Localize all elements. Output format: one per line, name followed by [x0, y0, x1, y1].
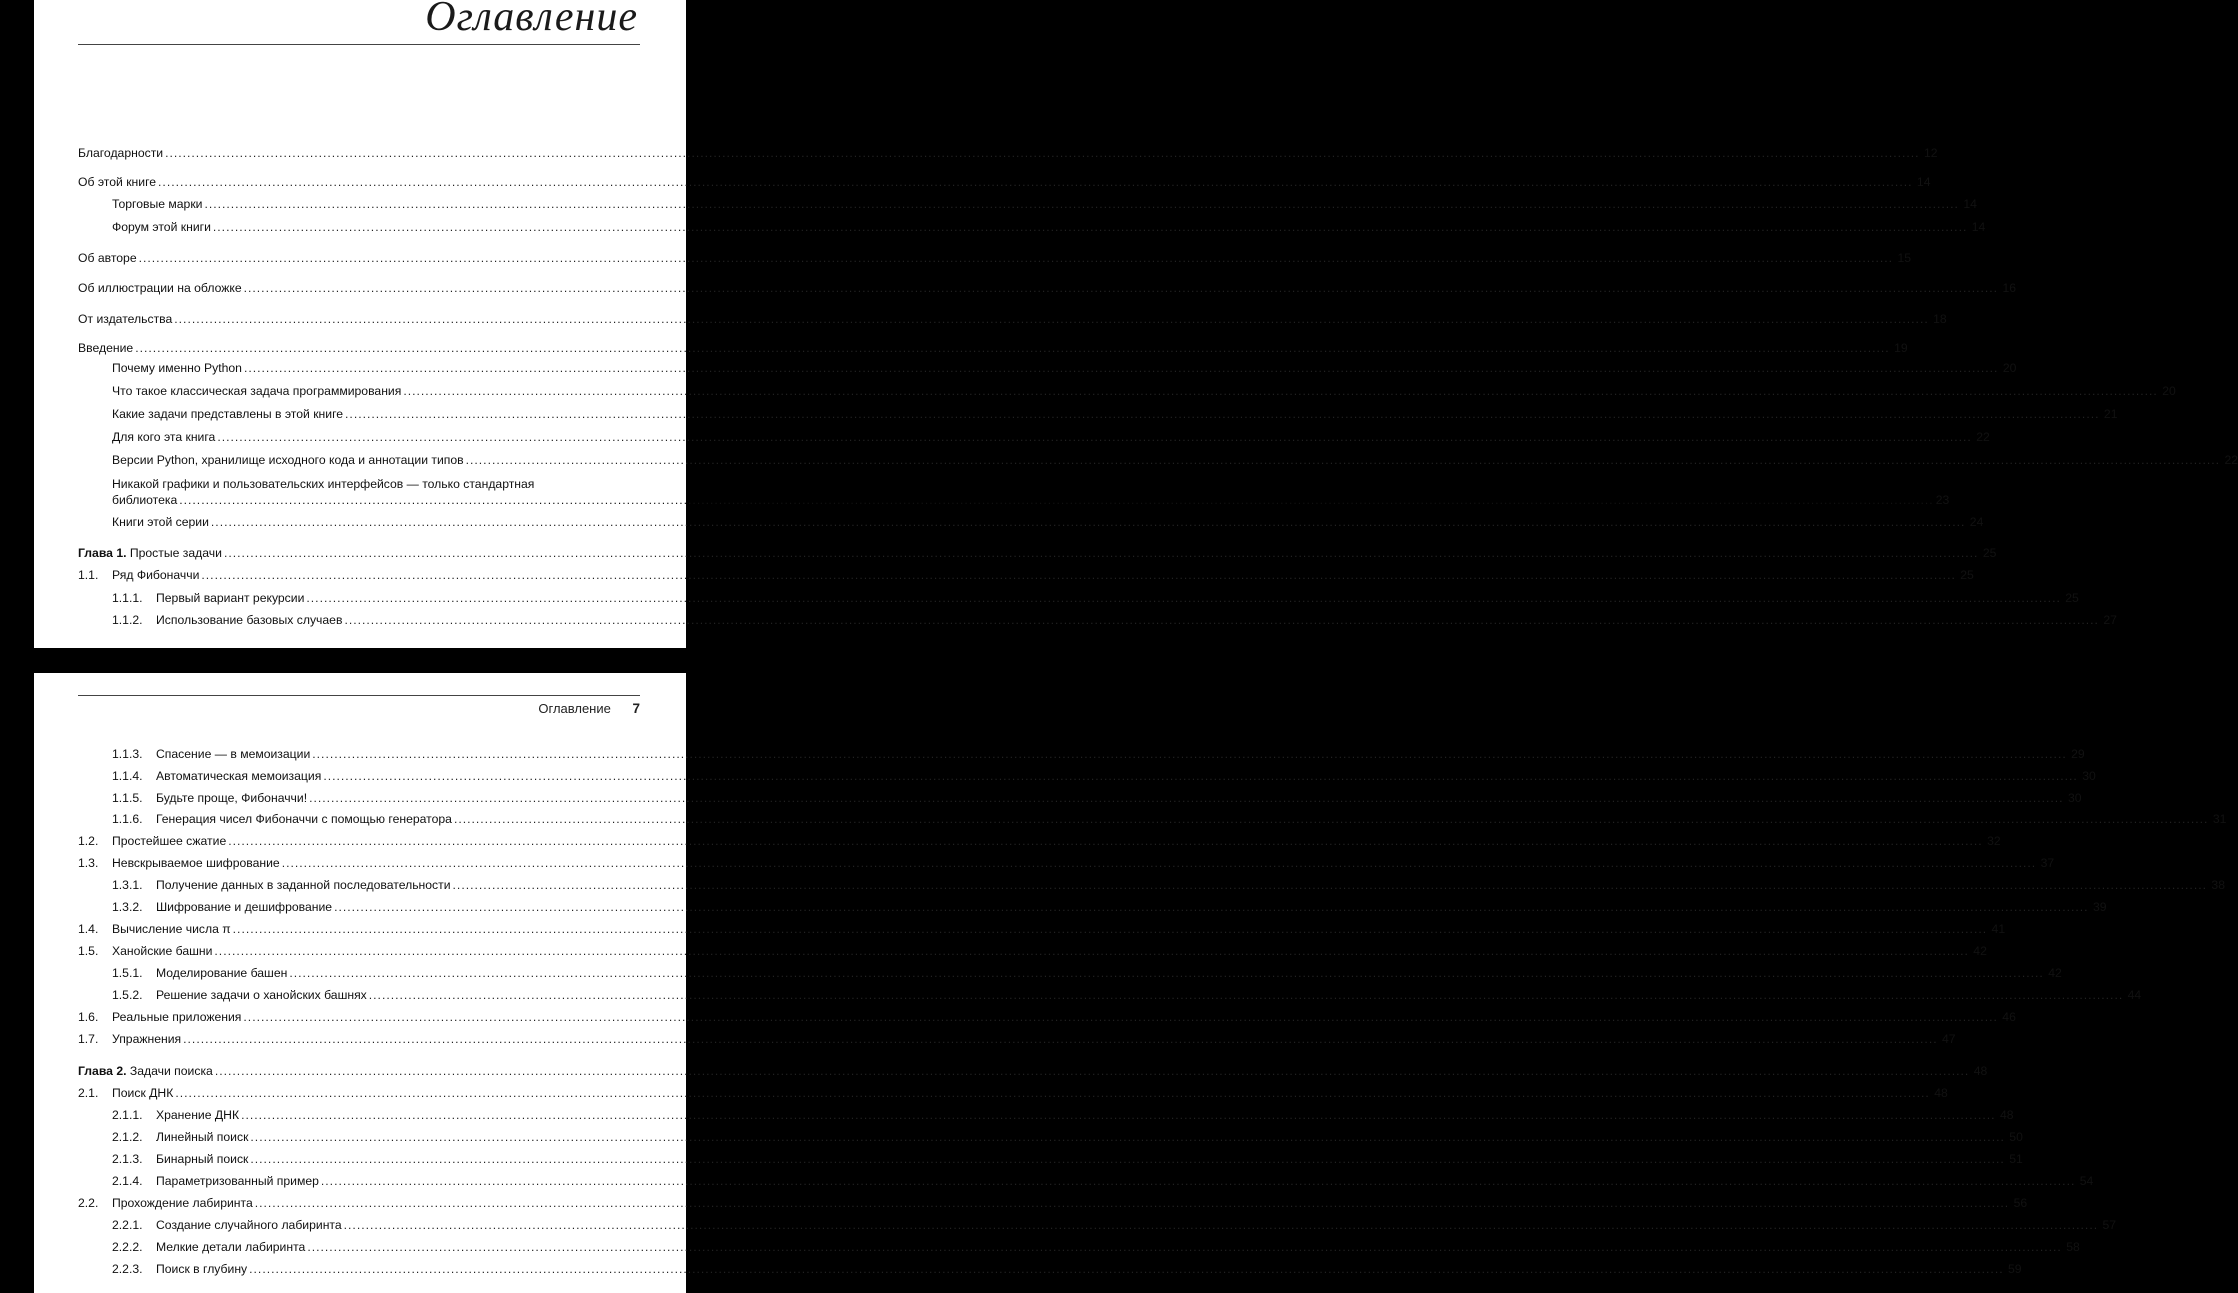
toc-page-number: 47	[1942, 1032, 1956, 1046]
toc-page-number: 38	[2211, 878, 2225, 892]
toc-section-number: 2.2.3.	[112, 1262, 143, 1276]
toc-entry[interactable]	[112, 196, 1977, 212]
toc-entry-title	[78, 1063, 213, 1079]
dot-leader: ................................................................................................................................................................................................................................................................................................................................................................................................................	[334, 900, 2089, 914]
toc-entry[interactable]	[112, 877, 2225, 893]
dot-leader: ................................................................................................................................................................................................................................................................................................................................................................................................................	[204, 197, 1959, 211]
dot-leader: ................................................................................................................................................................................................................................................................................................................................................................................................................	[158, 175, 1913, 189]
toc-page-number: 30	[2082, 769, 2096, 783]
toc-page-number: 14	[1963, 197, 1977, 211]
dot-leader: ................................................................................................................................................................................................................................................................................................................................................................................................................	[135, 341, 1890, 355]
header-rule	[78, 695, 640, 696]
toc-entry-title: Книги этой серии	[112, 515, 209, 529]
toc-entry-title: Автоматическая мемоизация	[156, 769, 322, 783]
dot-leader: ................................................................................................................................................................................................................................................................................................................................................................................................................	[223, 546, 1979, 560]
toc-entry[interactable]	[112, 768, 2096, 784]
dot-leader: ................................................................................................................................................................................................................................................................................................................................................................................................................	[179, 493, 1934, 507]
toc-section-number: 1.5.	[78, 944, 99, 958]
toc-entry[interactable]	[112, 514, 1984, 530]
toc-page-number: 42	[1973, 944, 1987, 958]
toc-entry-title: Генерация чисел Фибоначчи с помощью генератора	[156, 812, 452, 826]
dot-leader: ................................................................................................................................................................................................................................................................................................................................................................................................................	[249, 1262, 2004, 1276]
toc-entry-title: Хранение ДНК	[156, 1108, 240, 1122]
toc-entry-title: Параметризованный пример	[156, 1174, 319, 1188]
toc-chapter-entry[interactable]	[78, 1063, 1988, 1079]
toc-section-number: 2.1.1.	[112, 1108, 143, 1122]
toc-entry[interactable]	[78, 1009, 2016, 1025]
toc-section-number: 2.1.3.	[112, 1152, 143, 1166]
toc-entry-title: Бинарный поиск	[156, 1152, 249, 1166]
toc-section-number: 1.1.4.	[112, 769, 143, 783]
dot-leader: ................................................................................................................................................................................................................................................................................................................................................................................................................	[243, 361, 1999, 375]
toc-entry[interactable]	[78, 833, 2001, 849]
toc-entry-title: Линейный поиск	[156, 1130, 249, 1144]
toc-entry[interactable]	[112, 1107, 2014, 1123]
dot-leader: ................................................................................................................................................................................................................................................................................................................................................................................................................	[174, 312, 1929, 326]
dot-leader: ................................................................................................................................................................................................................................................................................................................................................................................................................	[175, 1086, 1930, 1100]
toc-page-number: 16	[2002, 281, 2017, 295]
toc-page-number: 20	[2002, 361, 2017, 375]
toc-section-number: 1.5.1.	[112, 966, 143, 980]
toc-entry-title: Прохождение лабиринта	[112, 1196, 253, 1210]
toc-page-number: 12	[1923, 146, 1938, 160]
toc-entry[interactable]	[112, 383, 2176, 399]
toc-entry-title: Упражнения	[112, 1032, 182, 1046]
toc-section-number: 1.2.	[78, 834, 99, 848]
toc-entry[interactable]	[78, 943, 1987, 959]
toc-page-number: 48	[1999, 1108, 2014, 1122]
dot-leader: ................................................................................................................................................................................................................................................................................................................................................................................................................	[165, 146, 1920, 160]
toc-page-number: 14	[1971, 220, 1986, 234]
dot-leader: ................................................................................................................................................................................................................................................................................................................................................................................................................	[214, 1064, 1970, 1078]
dot-leader: ................................................................................................................................................................................................................................................................................................................................................................................................................	[306, 591, 2061, 605]
toc-entry-title: Ханойские башни	[112, 944, 213, 958]
toc-entry-title: Об этой книге	[78, 175, 157, 189]
toc-entry[interactable]	[112, 406, 2118, 422]
toc-entry[interactable]	[78, 1085, 1948, 1101]
toc-page-number: 25	[1982, 546, 1997, 560]
toc-entry-title: Спасение — в мемоизации	[156, 747, 311, 761]
toc-entry[interactable]	[78, 567, 1974, 583]
dot-leader: ................................................................................................................................................................................................................................................................................................................................................................................................................	[183, 1032, 1938, 1046]
toc-page-number: 19	[1894, 341, 1908, 355]
dot-leader: ................................................................................................................................................................................................................................................................................................................................................................................................................	[254, 1196, 2010, 1210]
toc-section-number: 2.2.1.	[112, 1218, 143, 1232]
toc-page-number: 32	[1987, 834, 2001, 848]
toc-page-upper	[34, 0, 2238, 648]
toc-entry-title-line	[112, 492, 1950, 508]
toc-entry[interactable]	[112, 219, 1986, 235]
toc-section-number: 1.1.5.	[112, 791, 143, 805]
toc-entry[interactable]	[112, 746, 2085, 762]
toc-entry-title: Шифрование и дешифрование	[156, 900, 333, 914]
toc-section-number: 1.1.2.	[112, 613, 143, 627]
toc-entry-title: Введение	[78, 341, 134, 355]
toc-page-number: 39	[2092, 900, 2107, 914]
toc-entry[interactable]	[78, 1031, 1956, 1047]
dot-leader: ................................................................................................................................................................................................................................................................................................................................................................................................................	[243, 281, 1999, 295]
toc-page-number: 22	[1976, 430, 1990, 444]
toc-entry[interactable]	[78, 1195, 2028, 1211]
running-head-page-number: 7	[632, 701, 640, 716]
dot-leader: ................................................................................................................................................................................................................................................................................................................................................................................................................	[309, 791, 2064, 805]
toc-page-number: 59	[2008, 1262, 2022, 1276]
toc-entry-title: Вычисление числа π	[112, 922, 231, 936]
toc-entry[interactable]	[112, 811, 2227, 827]
dot-leader: ................................................................................................................................................................................................................................................................................................................................................................................................................	[320, 1174, 2076, 1188]
toc-entry-title: Торговые марки	[112, 197, 203, 211]
dot-leader: ................................................................................................................................................................................................................................................................................................................................................................................................................	[343, 1218, 2099, 1232]
toc-page-number: 29	[2071, 747, 2085, 761]
toc-page-number: 14	[1916, 175, 1931, 189]
toc-page-number: 41	[1991, 922, 2006, 936]
toc-entry-title: Форум этой книги	[112, 220, 211, 234]
toc-entry-title: Первый вариант рекурсии	[156, 591, 305, 605]
toc-entry-title: Получение данных в заданной последовательности	[156, 878, 451, 892]
running-head-title: Оглавление	[538, 701, 611, 716]
toc-section-number: 1.1.1.	[112, 591, 143, 605]
toc-entry[interactable]	[78, 855, 2055, 871]
toc-entry-title: библиотека	[112, 493, 178, 507]
toc-entry-title	[78, 545, 222, 561]
dot-leader: ................................................................................................................................................................................................................................................................................................................................................................................................................	[345, 407, 2100, 421]
toc-page-number: 20	[2162, 384, 2176, 398]
chapter-title: Простые задачи	[126, 546, 222, 560]
toc-entry-title: Использование базовых случаев	[156, 613, 343, 627]
toc-entry-title: Моделирование башен	[156, 966, 288, 980]
toc-entry-title: От издательства	[78, 312, 173, 326]
toc-entry[interactable]	[78, 311, 1947, 327]
toc-entry-title: Об авторе	[78, 251, 137, 265]
toc-entry[interactable]	[78, 921, 2006, 937]
toc-page-number: 24	[1969, 515, 1984, 529]
toc-page-number: 46	[2002, 1010, 2016, 1024]
toc-page-number: 25	[2065, 591, 2079, 605]
dot-leader: ................................................................................................................................................................................................................................................................................................................................................................................................................	[212, 220, 1968, 234]
header-rule	[78, 44, 640, 45]
toc-entry-title: Почему именно Python	[112, 361, 242, 375]
toc-page-number: 48	[1973, 1064, 1988, 1078]
toc-section-number: 2.2.2.	[112, 1240, 143, 1254]
dot-leader: ................................................................................................................................................................................................................................................................................................................................................................................................................	[307, 1240, 2062, 1254]
toc-entry[interactable]	[112, 476, 1950, 508]
toc-entry[interactable]	[112, 1261, 2022, 1277]
toc-entry-title-line: Никакой графики и пользовательских интерфейсов — только стандартная	[112, 477, 535, 491]
dot-leader: ................................................................................................................................................................................................................................................................................................................................................................................................................	[250, 1152, 2005, 1166]
dot-leader: ................................................................................................................................................................................................................................................................................................................................................................................................................	[241, 1108, 1996, 1122]
dot-leader: ................................................................................................................................................................................................................................................................................................................................................................................................................	[250, 1130, 2005, 1144]
toc-page-number: 48	[1934, 1086, 1948, 1100]
dot-leader: ................................................................................................................................................................................................................................................................................................................................................................................................................	[312, 747, 2067, 761]
toc-entry-title: Ряд Фибоначчи	[112, 568, 200, 582]
toc-entry-title: Версии Python, хранилище исходного кода и аннотации типов	[112, 453, 464, 467]
toc-entry[interactable]	[78, 250, 1912, 266]
toc-page-number: 30	[2067, 791, 2082, 805]
toc-entry[interactable]	[112, 360, 2017, 376]
toc-entry[interactable]	[112, 987, 2142, 1003]
toc-page-number: 31	[2212, 812, 2227, 826]
toc-section-number: 2.2.	[78, 1196, 99, 1210]
toc-page-number: 23	[1935, 493, 1950, 507]
dot-leader: ................................................................................................................................................................................................................................................................................................................................................................................................................	[138, 251, 1894, 265]
toc-page-lower	[34, 673, 2227, 1293]
toc-section-number: 2.1.4.	[112, 1174, 143, 1188]
dot-leader: ................................................................................................................................................................................................................................................................................................................................................................................................................	[214, 944, 1969, 958]
toc-section-number: 2.1.	[78, 1086, 99, 1100]
toc-page-number: 54	[2079, 1174, 2094, 1188]
toc-entry[interactable]	[112, 590, 2079, 606]
toc-entry[interactable]	[78, 145, 1938, 161]
toc-section-number: 1.1.6.	[112, 812, 143, 826]
toc-page-number: 51	[2009, 1152, 2023, 1166]
toc-section-number: 1.7.	[78, 1032, 99, 1046]
toc-page-number: 21	[2103, 407, 2118, 421]
dot-leader: ................................................................................................................................................................................................................................................................................................................................................................................................................	[452, 878, 2207, 892]
toc-entry[interactable]	[112, 612, 2117, 628]
toc-entry-title: Поиск в глубину	[156, 1262, 248, 1276]
toc-page-number: 37	[2040, 856, 2055, 870]
toc-page-number: 15	[1897, 251, 1912, 265]
chapter-label: Глава 2.	[78, 1064, 127, 1078]
toc-page-number: 56	[2013, 1196, 2028, 1210]
toc-entry[interactable]	[112, 790, 2082, 806]
toc-chapter-entry[interactable]	[78, 545, 1997, 561]
toc-section-number: 1.1.	[78, 568, 99, 582]
toc-page-number: 18	[1933, 312, 1947, 326]
dot-leader: ................................................................................................................................................................................................................................................................................................................................................................................................................	[281, 856, 2037, 870]
toc-page-number: 58	[2066, 1240, 2080, 1254]
toc-entry-title: Будьте проще, Фибоначчи!	[156, 791, 308, 805]
dot-leader: ................................................................................................................................................................................................................................................................................................................................................................................................................	[465, 453, 2221, 467]
dot-leader: ................................................................................................................................................................................................................................................................................................................................................................................................................	[243, 1010, 1998, 1024]
toc-entry-title: Решение задачи о ханойских башнях	[156, 988, 367, 1002]
toc-entry[interactable]	[78, 340, 1908, 356]
dot-leader: ................................................................................................................................................................................................................................................................................................................................................................................................................	[217, 430, 1972, 444]
dot-leader: ................................................................................................................................................................................................................................................................................................................................................................................................................	[210, 515, 1966, 529]
toc-entry-title: Для кого эта книга	[112, 430, 216, 444]
running-head	[538, 700, 640, 718]
toc-page-number: 22	[2224, 453, 2238, 467]
toc-entry[interactable]	[112, 1151, 2023, 1167]
toc-page-number: 27	[2103, 613, 2117, 627]
dot-leader: ................................................................................................................................................................................................................................................................................................................................................................................................................	[201, 568, 1956, 582]
toc-section-number: 1.1.3.	[112, 747, 143, 761]
toc-section-number: 1.3.2.	[112, 900, 143, 914]
toc-entry[interactable]	[78, 174, 1931, 190]
chapter-label: Глава 1.	[78, 546, 127, 560]
toc-page-number: 42	[2048, 966, 2062, 980]
toc-entry[interactable]	[78, 280, 2017, 296]
toc-entry-title: Мелкие детали лабиринта	[156, 1240, 306, 1254]
toc-entry-title: Какие задачи представлены в этой книге	[112, 407, 344, 421]
dot-leader: ................................................................................................................................................................................................................................................................................................................................................................................................................	[368, 988, 2124, 1002]
toc-entry[interactable]	[112, 965, 2062, 981]
toc-entry-title: Об иллюстрации на обложке	[78, 281, 242, 295]
toc-page-number: 50	[2009, 1130, 2023, 1144]
toc-section-number: 1.3.	[78, 856, 99, 870]
toc-section-number: 1.3.1.	[112, 878, 143, 892]
toc-section-number: 1.4.	[78, 922, 99, 936]
toc-section-number: 1.6.	[78, 1010, 99, 1024]
toc-entry[interactable]	[112, 452, 2238, 468]
toc-entry[interactable]	[112, 1217, 2117, 1233]
toc-entry-title: Благодарности	[78, 146, 164, 160]
dot-leader: ................................................................................................................................................................................................................................................................................................................................................................................................................	[453, 812, 2209, 826]
dot-leader: ................................................................................................................................................................................................................................................................................................................................................................................................................	[323, 769, 2078, 783]
toc-entry-title: Создание случайного лабиринта	[156, 1218, 342, 1232]
toc-heading: Оглавление	[425, 0, 638, 40]
toc-entry-title: Простейшее сжатие	[112, 834, 227, 848]
toc-entry-title: Невскрываемое шифрование	[112, 856, 280, 870]
toc-entry[interactable]	[112, 899, 2107, 915]
toc-entry-title: Что такое классическая задача программирования	[112, 384, 402, 398]
toc-entry-title: Реальные приложения	[112, 1010, 242, 1024]
toc-entry-title: Поиск ДНК	[112, 1086, 174, 1100]
dot-leader: ................................................................................................................................................................................................................................................................................................................................................................................................................	[403, 384, 2158, 398]
toc-page-number: 44	[2127, 988, 2142, 1002]
toc-entry[interactable]	[112, 1173, 2094, 1189]
toc-entry[interactable]	[112, 1239, 2080, 1255]
toc-section-number: 1.5.2.	[112, 988, 143, 1002]
toc-section-number: 2.1.2.	[112, 1130, 143, 1144]
toc-page-number: 25	[1960, 568, 1974, 582]
toc-entry[interactable]	[112, 1129, 2023, 1145]
dot-leader: ................................................................................................................................................................................................................................................................................................................................................................................................................	[228, 834, 1983, 848]
toc-page-number: 57	[2102, 1218, 2117, 1232]
toc-entry[interactable]	[112, 429, 1990, 445]
chapter-title: Задачи поиска	[126, 1064, 213, 1078]
dot-leader: ................................................................................................................................................................................................................................................................................................................................................................................................................	[289, 966, 2044, 980]
dot-leader: ................................................................................................................................................................................................................................................................................................................................................................................................................	[232, 922, 1988, 936]
dot-leader: ................................................................................................................................................................................................................................................................................................................................................................................................................	[344, 613, 2099, 627]
